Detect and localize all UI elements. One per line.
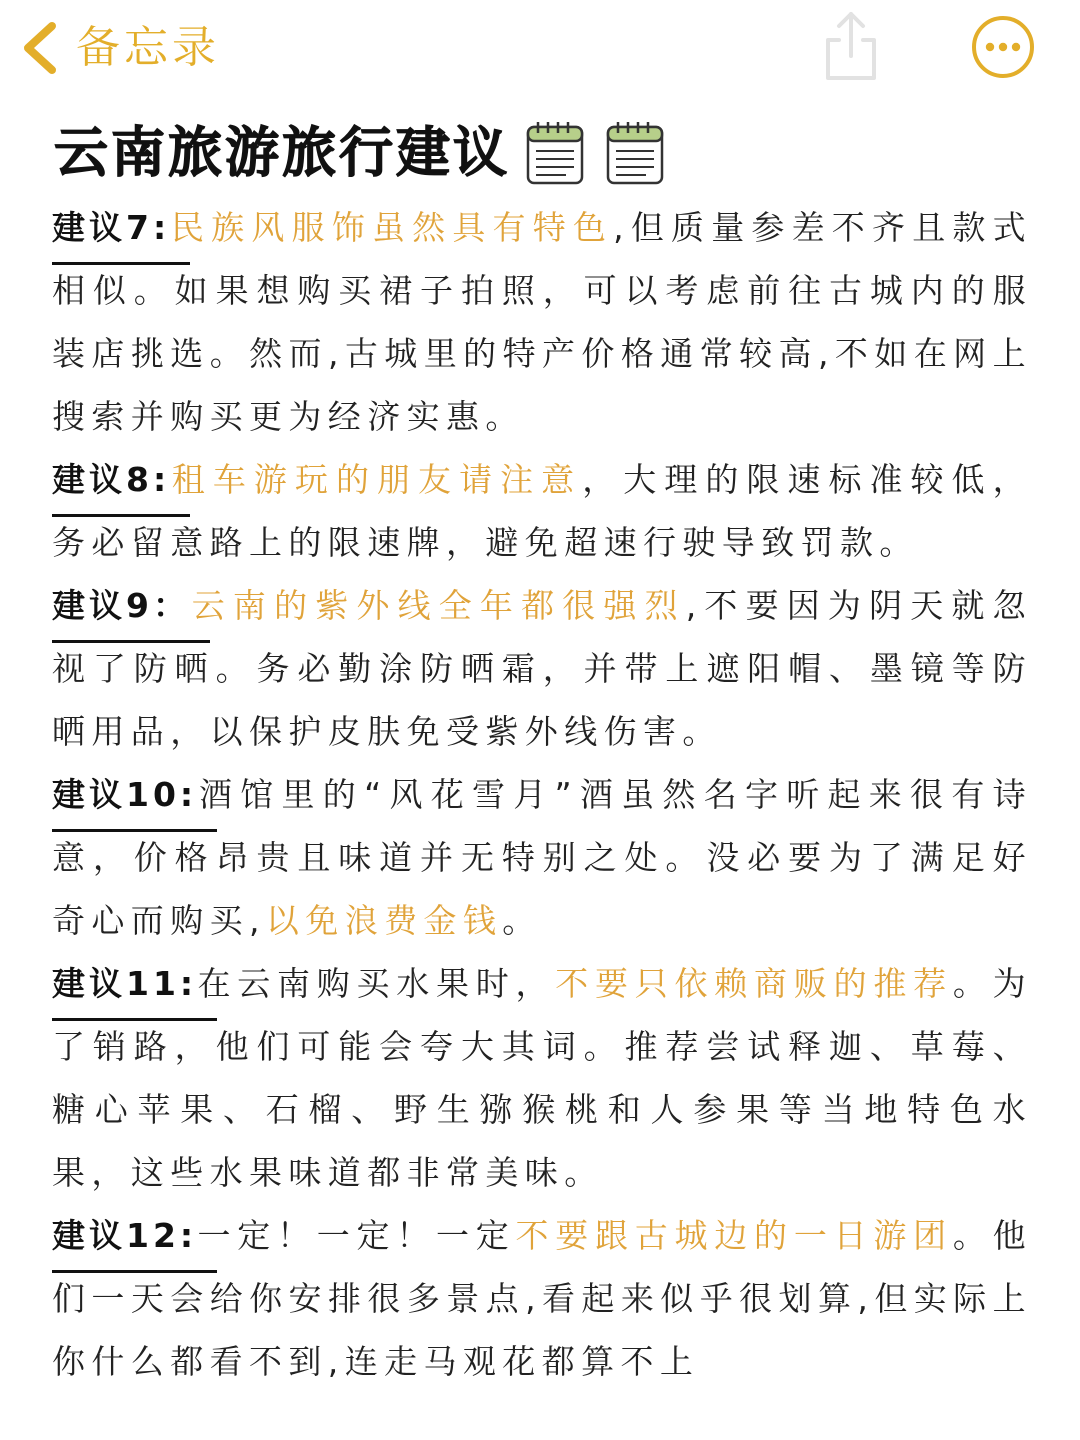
tip-text: ，大理的限速标准较低，务必留意路上的限速牌，避免超速行驶导致罚款。 bbox=[52, 460, 1032, 562]
tip-highlight: 民族风服饰虽然具有特色 bbox=[170, 208, 614, 247]
chevron-left-icon bbox=[14, 18, 68, 78]
tip-highlight: 租车游玩的朋友请注意 bbox=[170, 460, 583, 499]
note-body[interactable] bbox=[52, 196, 1032, 1393]
notepad-icon bbox=[600, 117, 670, 187]
tip-label: 建议7: bbox=[52, 196, 170, 259]
tip-label: 建议10: bbox=[52, 763, 197, 826]
tip-tail: 。他们一天会给你安排很多景点,看起来似乎很划算,但实际上你什么都看不到,连走马观花都算不上 bbox=[52, 1216, 1032, 1381]
tip-paragraph bbox=[52, 1204, 1032, 1393]
tip-text: 在云南购买水果时， bbox=[197, 964, 556, 1003]
note-title-text: 云南旅游旅行建议 bbox=[54, 120, 510, 184]
navigation-bar bbox=[0, 0, 1080, 100]
tip-label: 建议12: bbox=[52, 1204, 197, 1267]
back-label: 备忘录 bbox=[76, 22, 220, 73]
tip-highlight: 不要跟古城边的一日游团 bbox=[515, 1216, 953, 1255]
tip-text: 酒馆里的“风花雪月”酒虽然名字听起来很有诗意，价格昂贵且味道并无特别之处。没必要为了满足好奇心而购买, bbox=[52, 775, 1032, 940]
tip-highlight: 以免浪费金钱 bbox=[265, 901, 503, 940]
tip-paragraph bbox=[52, 763, 1032, 952]
tip-label: 建议8: bbox=[52, 448, 170, 511]
notepad-icon bbox=[520, 117, 590, 187]
tip-text: 一定！一定！一定 bbox=[197, 1216, 516, 1255]
more-circle-icon[interactable] bbox=[970, 14, 1036, 80]
tip-paragraph bbox=[52, 952, 1032, 1204]
share-icon[interactable] bbox=[818, 8, 884, 84]
tip-label: 建议9： bbox=[52, 574, 190, 637]
tip-tail: 。为了销路，他们可能会夸大其词。推荐尝试释迦、草莓、糖心苹果、石榴、野生猕猴桃和人参果等当地特色水果，这些水果味道都非常美味。 bbox=[52, 964, 1032, 1192]
tip-text: ,不要因为阴天就忽视了防晒。务必勤涂防晒霜，并带上遮阳帽、墨镜等防晒用品，以保护皮肤免受紫外线伤害。 bbox=[52, 586, 1032, 751]
tip-highlight: 云南的紫外线全年都很强烈 bbox=[189, 586, 686, 625]
note-title bbox=[54, 112, 670, 192]
tip-highlight: 不要只依赖商贩的推荐 bbox=[555, 964, 953, 1003]
tip-paragraph bbox=[52, 196, 1032, 448]
tip-paragraph bbox=[52, 448, 1032, 574]
tip-tail: 。 bbox=[502, 901, 542, 940]
back-button[interactable] bbox=[14, 18, 220, 78]
tip-text: ,但质量参差不齐且款式相似。如果想购买裙子拍照，可以考虑前往古城内的服装店挑选。然而,古城里的特产价格通常较高,不如在网上搜索并购买更为经济实惠。 bbox=[52, 208, 1032, 436]
tip-paragraph bbox=[52, 574, 1032, 763]
tip-label: 建议11: bbox=[52, 952, 197, 1015]
